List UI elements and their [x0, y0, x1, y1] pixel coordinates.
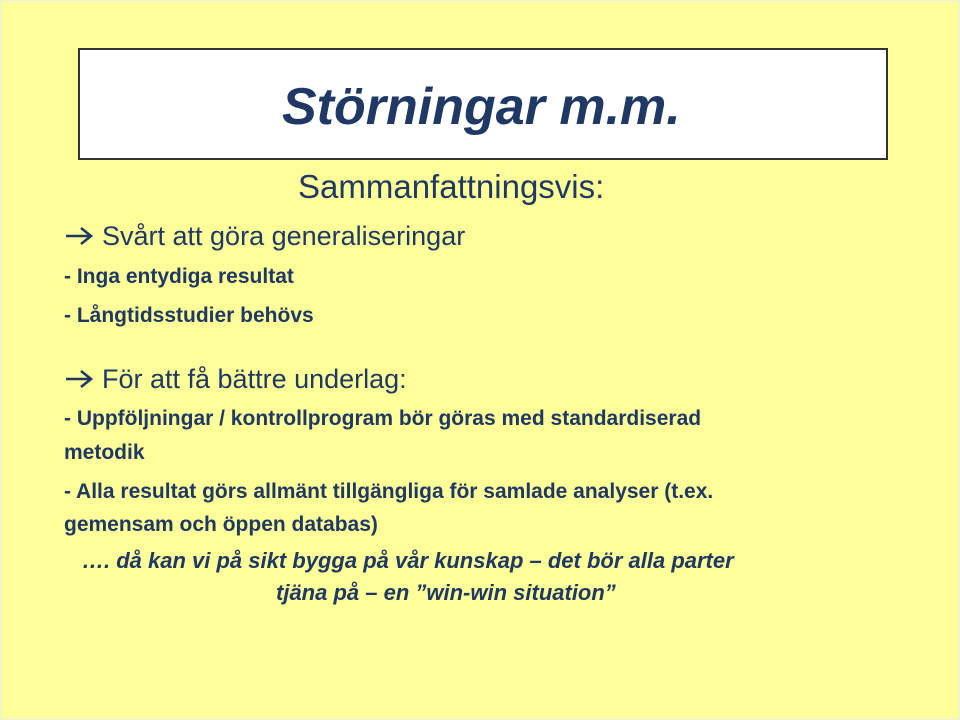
- section2-heading-row: [64, 364, 407, 395]
- section2-heading: För att få bättre underlag:: [102, 364, 407, 394]
- section1-heading: Svårt att göra generaliseringar: [102, 221, 466, 251]
- section2-item1-line2: metodik: [64, 441, 145, 464]
- right-arrow-icon: [64, 368, 94, 390]
- right-arrow-icon: [64, 225, 94, 247]
- section2-item1-line1: - Uppföljningar / kontrollprogram bör göras med standardiserad: [64, 407, 702, 430]
- section1-item: - Inga entydiga resultat: [64, 265, 294, 288]
- section2-item2-line1: - Alla resultat görs allmänt tillgängliga för samlade analyser (t.ex.: [64, 480, 714, 503]
- section2-item2-line2: gemensam och öppen databas): [64, 513, 378, 536]
- conclusion-line1: …. då kan vi på sikt bygga på vår kunskap – det bör alla parter: [82, 548, 734, 573]
- conclusion-line2: tjäna på – en ”win-win situation”: [276, 580, 616, 605]
- section1-item: - Långtidsstudier behövs: [64, 304, 314, 327]
- slide-subtitle: Sammanfattningsvis:: [298, 168, 605, 205]
- section1-heading-row: [64, 221, 465, 252]
- slide-title: Störningar m.m.: [282, 78, 681, 136]
